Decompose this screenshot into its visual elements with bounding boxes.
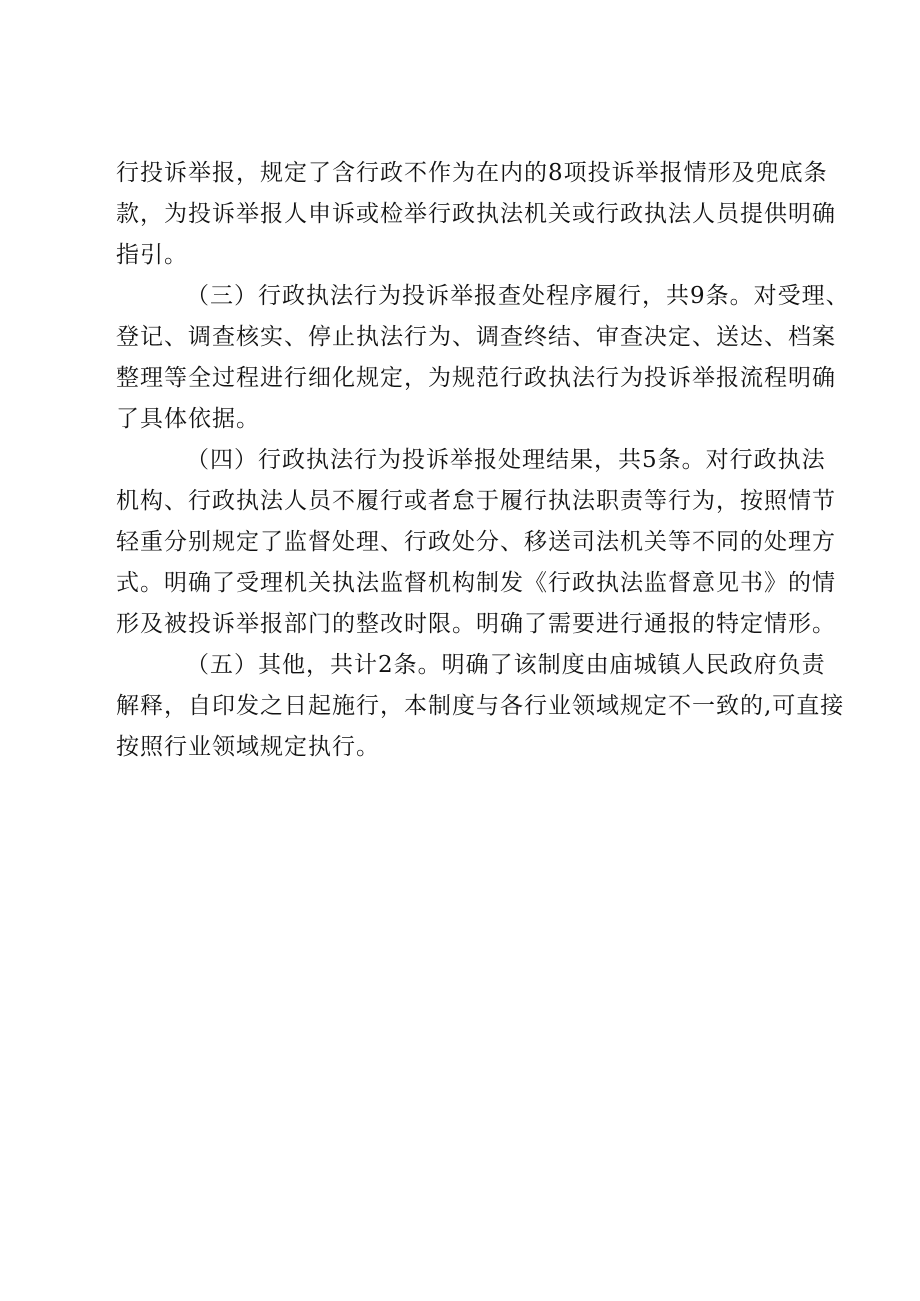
text-line: （五）其他，共计2条。明确了该制度由庙城镇人民政府负责 (186, 652, 826, 678)
text-line: 了具体依据。 (116, 406, 260, 432)
text-line: 行投诉举报，规定了含行政不作为在内的8项投诉举报情形及兜底条 (116, 160, 828, 186)
text-line: 款，为投诉举报人申诉或检举行政执法机关或行政执法人员提供明确 (116, 201, 836, 227)
text-line: 解释，自印发之日起施行，本制度与各行业领域规定不一致的,可直接 (116, 693, 845, 719)
paragraph-section-4-results (116, 440, 836, 645)
text-line: 按照行业领域规定执行。 (116, 734, 380, 760)
paragraph-section-3-procedure (116, 276, 850, 440)
paragraph-section-5-other (116, 645, 845, 768)
text-line: （四）行政执法行为投诉举报处理结果，共5条。对行政执法 (186, 447, 826, 473)
text-line: 轻重分别规定了监督处理、行政处分、移送司法机关等不同的处理方 (116, 529, 836, 555)
text-line: 整理等全过程进行细化规定，为规范行政执法行为投诉举报流程明确 (116, 365, 836, 391)
text-line: 式。明确了受理机关执法监督机构制发《行政执法监督意见书》的情 (116, 570, 836, 596)
text-line: （三）行政执法行为投诉举报查处程序履行，共9条。对受理、 (186, 283, 850, 309)
document-body (116, 153, 850, 768)
text-line: 指引。 (116, 242, 188, 268)
paragraph-complaint-scope (116, 153, 836, 276)
text-line: 登记、调查核实、停止执法行为、调查终结、审查决定、送达、档案 (116, 324, 836, 350)
text-line: 形及被投诉举报部门的整改时限。明确了需要进行通报的特定情形。 (116, 611, 836, 637)
text-line: 机构、行政执法人员不履行或者怠于履行执法职责等行为，按照情节 (116, 488, 836, 514)
